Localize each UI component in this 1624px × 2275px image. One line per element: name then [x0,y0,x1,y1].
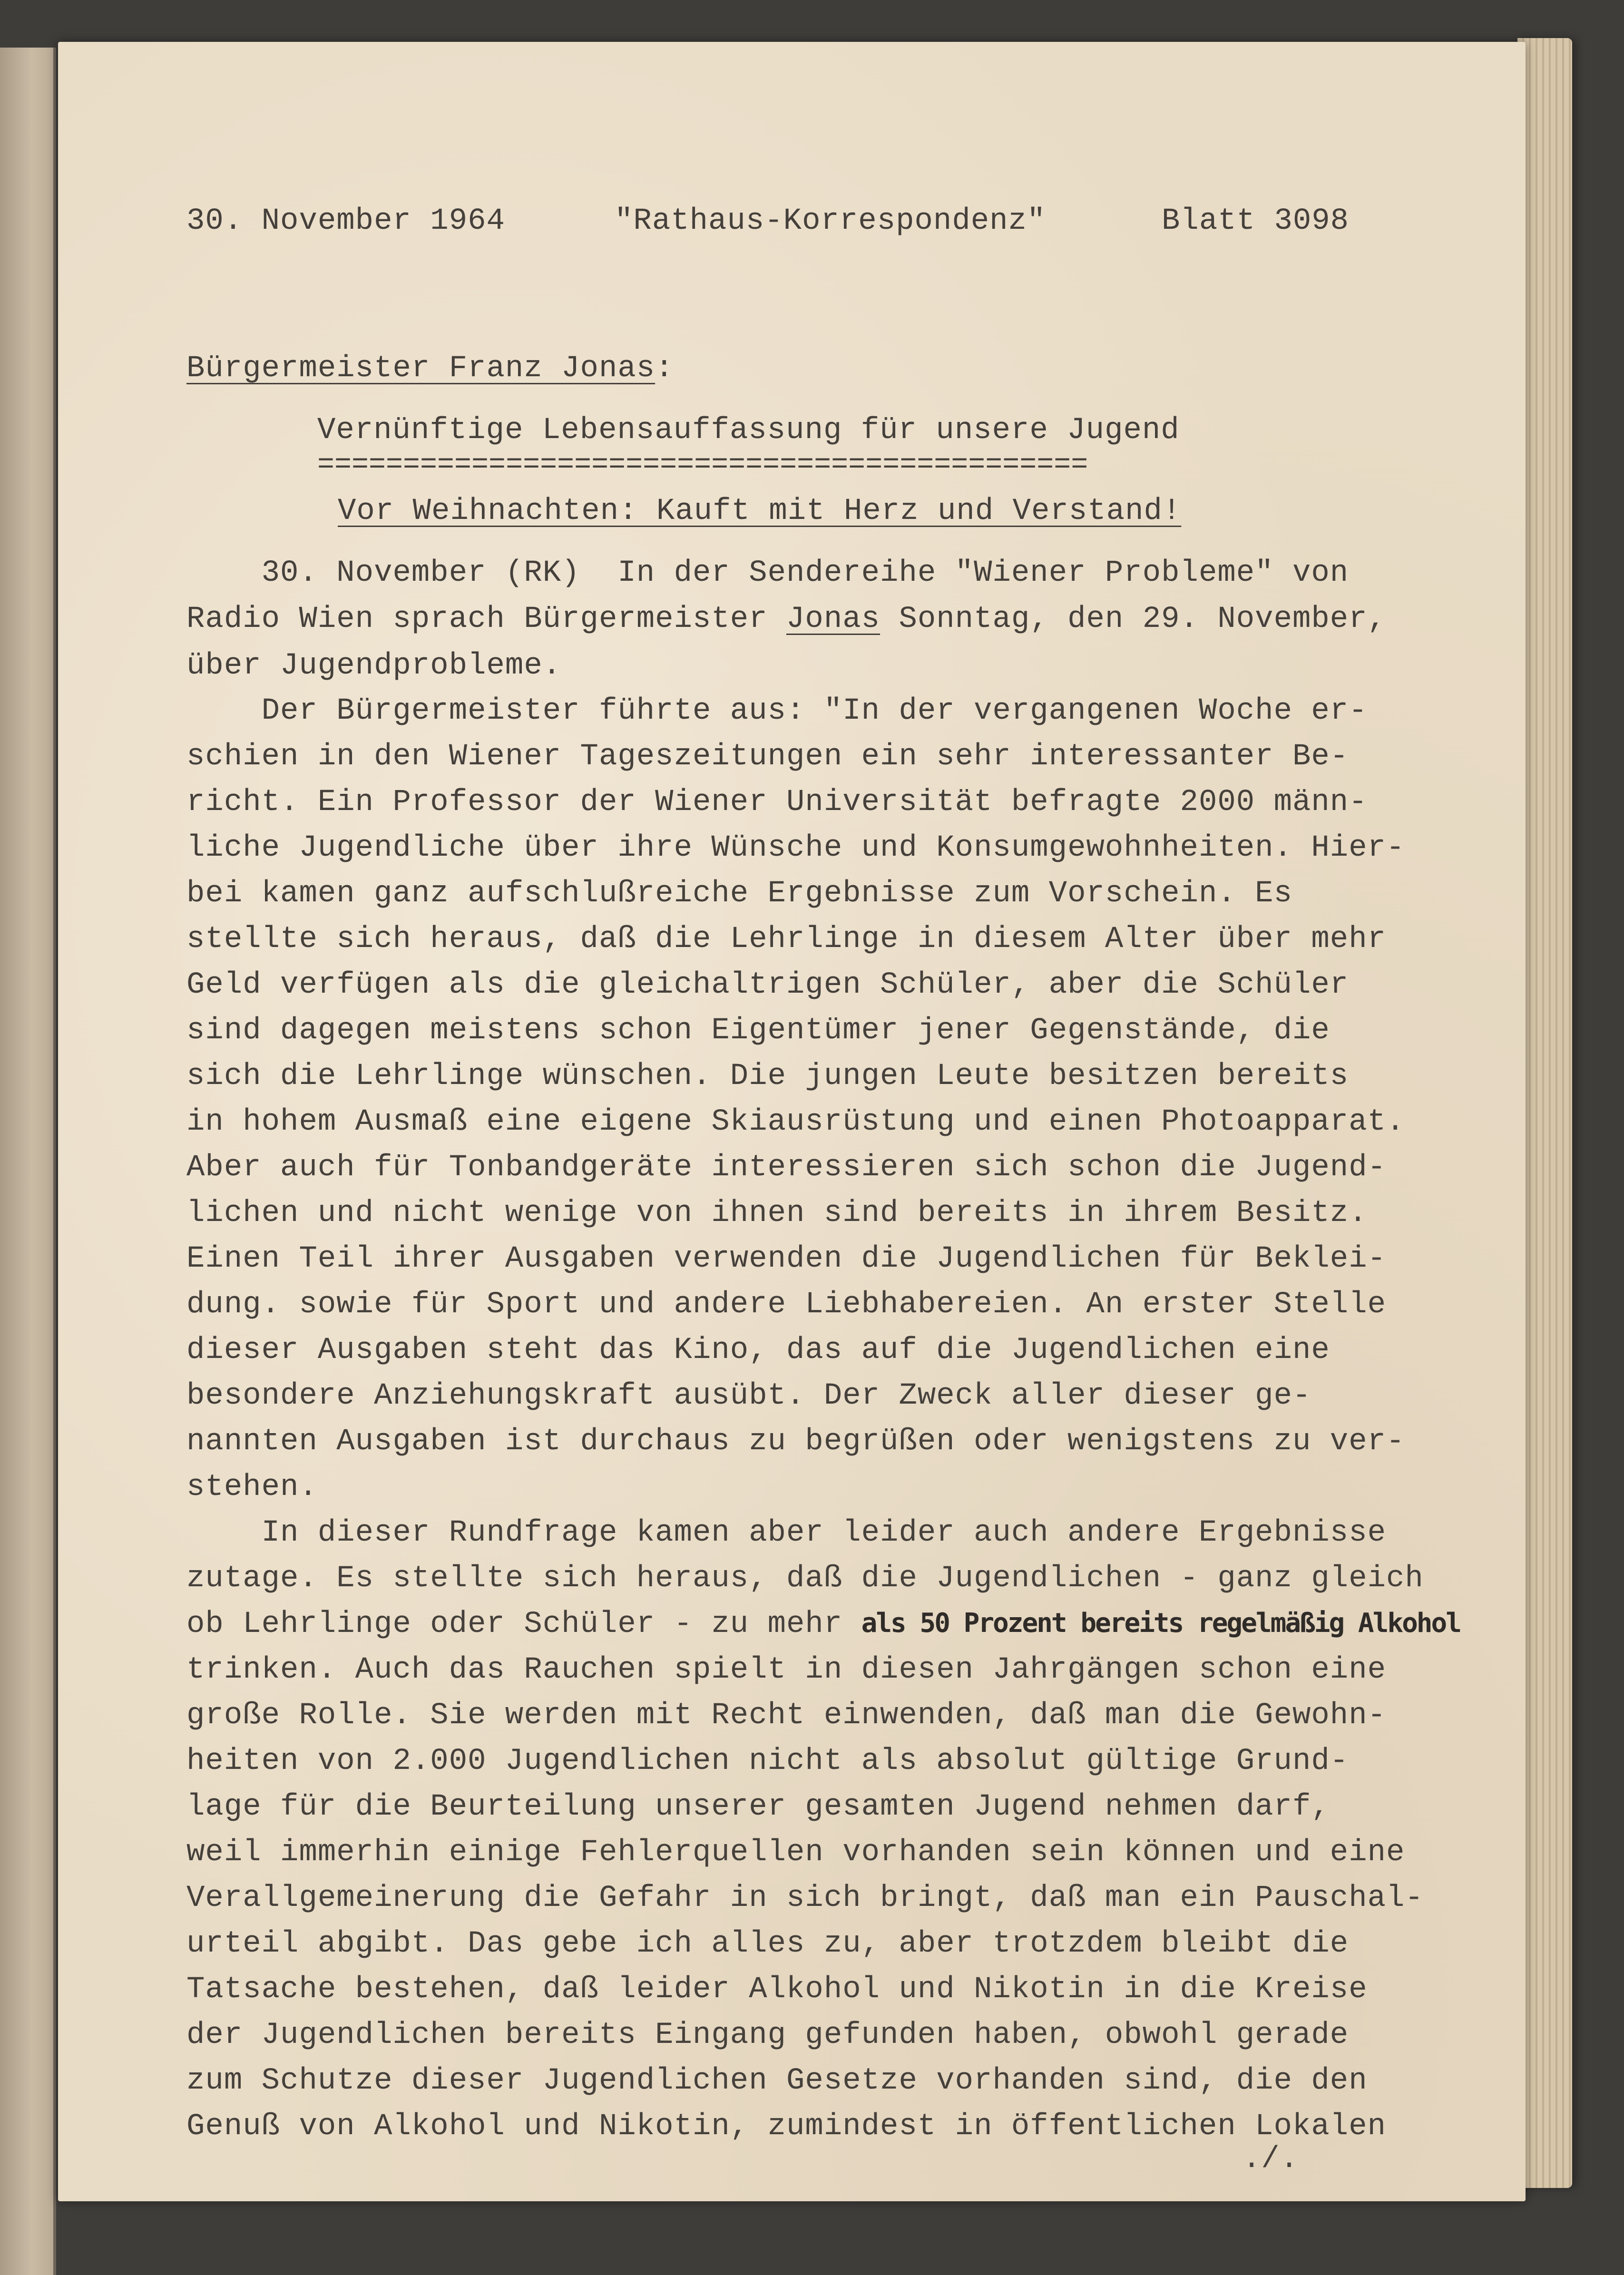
body-line: Einen Teil ihrer Ausgaben verwenden die Jugendlichen für Beklei- [186,1242,1386,1276]
body-line: dung. sowie für Sport und andere Liebhabereien. An erster Stelle [186,1288,1386,1322]
body-line: lichen und nicht wenige von ihnen sind bereits in ihrem Besitz. [186,1196,1368,1230]
body-line: Geld verfügen als die gleichaltrigen Schüler, aber die Schüler [186,968,1349,1002]
body-line: schien in den Wiener Tageszeitungen ein sehr interessanter Be- [186,740,1349,774]
body-line: stellte sich heraus, daß die Lehrlinge in diesem Alter über mehr [186,922,1386,957]
header-date: 30. November 1964 [186,204,505,238]
body-line: sich die Lehrlinge wünschen. Die jungen Leute besitzen bereits [186,1059,1349,1094]
body-line [186,604,1386,635]
headline-rule: ============================================= [317,449,1088,481]
body-line: richt. Ein Professor der Wiener Universität befragte 2000 männ- [186,785,1368,820]
author-name: Bürgermeister Franz Jonas [186,352,655,386]
body-line: Der Bürgermeister führte aus: "In der vergangenen Woche er- [186,694,1368,728]
body-line: stehen. [186,1470,318,1504]
header-publication: "Rathaus-Korrespondenz" [615,204,1046,238]
body-text: ob Lehrlinge oder Schüler - zu mehr [186,1607,861,1641]
body-line [186,1609,1460,1640]
header-sheet-number: Blatt 3098 [1162,204,1350,238]
body-line: dieser Ausgaben steht das Kino, das auf die Jugendlichen eine [186,1333,1330,1367]
body-line: lage für die Beurteilung unserer gesamten Jugend nehmen darf, [186,1790,1330,1824]
body-line: zum Schutze dieser Jugendlichen Gesetze vorhanden sind, die den [186,2064,1368,2098]
body-text: Radio Wien sprach Bürgermeister [186,602,786,636]
document-page [58,42,1526,2201]
body-line: Tatsache bestehen, daß leider Alkohol und Nikotin in die Kreise [186,1972,1368,2007]
body-line: sind dagegen meistens schon Eigentümer jener Gegenstände, die [186,1014,1330,1048]
body-line: in hohem Ausmaß eine eigene Skiausrüstung und einen Photoapparat. [186,1105,1405,1139]
body-text: Sonntag, den 29. November, [880,602,1386,636]
body-line: bei kamen ganz aufschlußreiche Ergebnisse zum Vorschein. Es [186,877,1292,911]
body-line: nannten Ausgaben ist durchaus zu begrüßen oder wenigstens zu ver- [186,1425,1405,1459]
left-page-edge [0,48,56,2275]
headline-sub: Vor Weihnachten: Kauft mit Herz und Verstand! [338,494,1182,528]
retyped-correction: als 50 Prozent bereits regelmäßig Alkohol [861,1608,1460,1639]
body-line: der Jugendlichen bereits Eingang gefunden haben, obwohl gerade [186,2018,1349,2052]
body-line: weil immerhin einige Fehlerquellen vorhanden sein können und eine [186,1836,1405,1870]
body-line: Genuß von Alkohol und Nikotin, zumindest in öffentlichen Lokalen [186,2109,1386,2144]
body-line: besondere Anziehungskraft ausübt. Der Zweck aller dieser ge- [186,1379,1311,1413]
body-line: Aber auch für Tonbandgeräte interessieren sich schon die Jugend- [186,1151,1386,1185]
page-stack-edge [1517,38,1572,2188]
body-line: In dieser Rundfrage kamen aber leider auch andere Ergebnisse [186,1516,1386,1550]
body-line: Verallgemeinerung die Gefahr in sich bringt, daß man ein Pauschal- [186,1881,1424,1915]
body-line: zutage. Es stellte sich heraus, daß die Jugendlichen - ganz gleich [186,1562,1424,1596]
author-colon: : [655,352,674,386]
body-line: 30. November (RK) In der Sendereihe "Wiener Probleme" von [186,556,1349,590]
body-line: große Rolle. Sie werden mit Recht einwenden, daß man die Gewohn- [186,1699,1386,1733]
body-line: urteil abgibt. Das gebe ich alles zu, aber trotzdem bleibt die [186,1927,1349,1961]
author-line [186,353,674,384]
continuation-mark: ./. [1242,2142,1299,2177]
headline-main: Vernünftige Lebensauffassung für unsere Jugend [317,413,1180,448]
body-line: liche Jugendliche über ihre Wünsche und Konsumgewohnheiten. Hier- [186,831,1405,865]
body-line: heiten von 2.000 Jugendlichen nicht als absolut gültige Grund- [186,1744,1349,1778]
body-line: über Jugendprobleme. [186,649,562,683]
body-line: trinken. Auch das Rauchen spielt in diesen Jahrgängen schon eine [186,1653,1386,1687]
underlined-name: Jonas [786,602,880,636]
